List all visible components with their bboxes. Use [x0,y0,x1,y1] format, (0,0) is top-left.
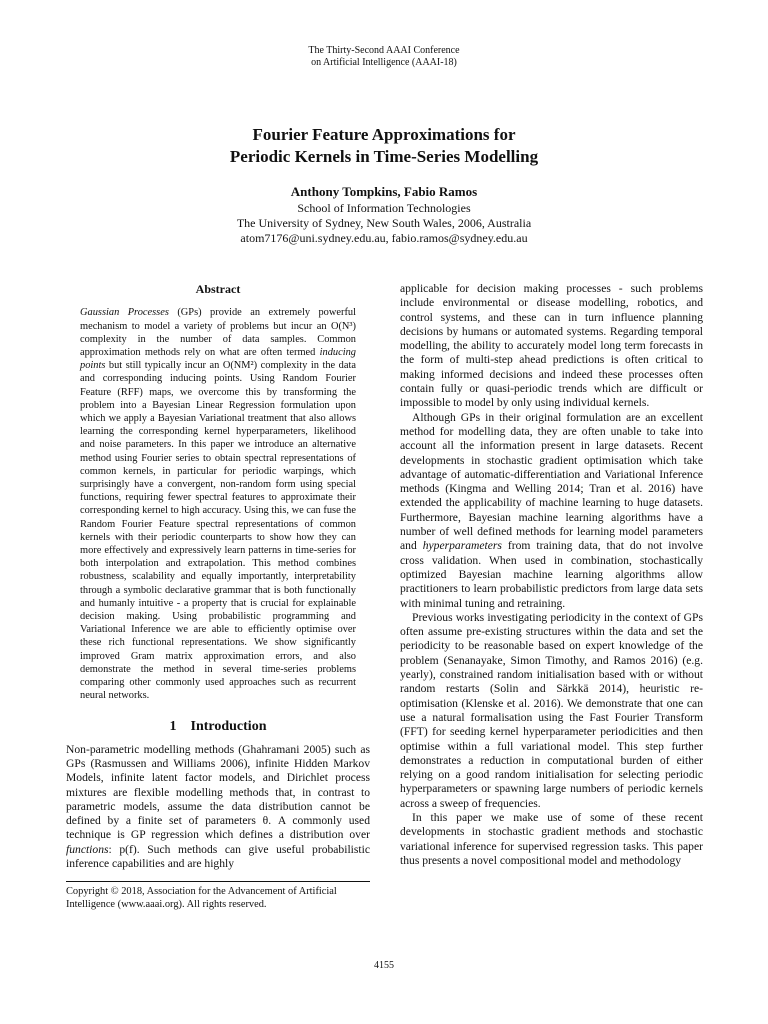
page-number: 4155 [374,960,394,971]
abstract-heading: Abstract [195,282,241,296]
abstract-text-2: but still typically incur an O(NM²) complexity in the data and corresponding inducing points. Using Random Fourier Feature (RFF) maps, we overcome this by transforming the problem into a Bayesian Linear Regression formulation upon which we apply a Bayesian Variational treatment that also allows learning the corresponding kernel hyperparameters, likelihood and noise parameters. In this paper we introduce an alternative method using Fourier series to obtain spectral representations of common kernels, in particular for periodic warpings, which surprisingly have a convergent, non-random form using special functions, requiring fewer spectral features to approximate their corresponding kernel to high accuracy. Using this, we can fuse the Random Fourier Feature spectral representations of common kernels with their periodic counterparts to show how they can more effectively and expressively learn patterns in time-series for both interpolation and extrapolation. This method combines robustness, scalability and equally importantly, interpretability through a symbolic declarative grammar that is both functionally and humanly intuitive - a property that is crucial for explainable decision making. Using probabilistic programming and Variational Inference we are able to efficiently optimise over these rich functional representations. We show significantly improved Gram matrix approximation errors, and also demonstrate the method in several time-series problems comparing other commonly used approaches such as recurrent neural networks. [80,360,356,702]
affiliation-line-1: School of Information Technologies [297,201,471,215]
affiliation [0,201,768,246]
right-paragraph-4: In this paper we make use of some of these recent developments in stochastic gradient methods and stochastic variational inference for supervised regression tasks. This paper thus presents a novel compositional model and methodology [400,810,703,867]
footnote-line-1: Copyright © 2018, Association for the Advancement of Artificial [66,886,337,897]
right-paragraph-3: Previous works investigating periodicity in the context of GPs often assume pre-existing structures within the data and set the periodicity to be reasonable based on expert knowledge of the problem (Senanayake, Simon Timothy, and Ramos 2016) (e.g. yearly), constrained random initialisation based with or without random restarts (Solin and Särkkä 2014), heuristic re-optimisation (Klenske et al. 2016). We demonstrate that one can use a natural formalisation using the Fast Fourier Transform (FFT) for seeding kernel hyperparameter periodicities and then optimise within a full variational model. This step further demonstrates a reduction in computational burden of either relying on a good random initialisation for selecting periodic hyperparameters or spawning large numbers of periodic kernels across a sweep of frequencies. [400,610,703,810]
abstract-body [80,306,356,702]
conference-header [0,45,768,69]
affiliation-emails: atom7176@uni.sydney.edu.au, fabio.ramos@sydney.edu.au [240,231,528,245]
copyright-footnote [66,881,370,911]
section-title: Introduction [190,719,267,735]
authors: Anthony Tompkins, Fabio Ramos [290,184,478,199]
affiliation-line-2: The University of Sydney, New South Wales, 2006, Australia [236,216,532,230]
section-number: 1 [169,719,177,735]
right-paragraph-1: applicable for decision making processes - such problems include environmental or disease modelling, robotics, and control systems, and these can in turn influence planning decisions by humans or automated systems. Regarding temporal modelling, the ability to accurately model long term forecasts in the form of multi-step ahead predictions is often critical to making informed decisions and indeed these processes often contain fully or quasi-periodic trends which are difficult or impossible to model by only using individual kernels. [400,282,703,410]
right-paragraph-2: Although GPs in their original formulation are an excellent method for modelling data, they are often unable to take into account all the information present in large datasets. Recent developments in stochastic gradient optimisation which take advantage of automatic-differentiation and Variational Inference methods (Kingma and Welling 2014; Tran et al. 2016) have extended the applicability of machine learning to huge datasets. Furthermore, Bayesian machine learning algorithms have a number of well defined methods for learning model parameters and hyperparameters from training data, that do not involve cross validation. When used in combination, stochastically optimized Bayesian machine learning algorithms allow practitioners to learn probabilistic predictors from large data sets with minimal tuning and retraining. [400,410,703,610]
left-column [66,282,370,871]
abstract-term-inducing: inducing points [80,346,356,372]
paper-title [0,124,768,168]
conference-line-2: on Artificial Intelligence (AAAI-18) [311,57,457,68]
title-line-1: Fourier Feature Approximations for [252,125,516,144]
right-column [400,282,703,868]
conference-line-1: The Thirty-Second AAAI Conference [308,45,460,56]
footnote-line-2: Intelligence (www.aaai.org). All rights reserved. [66,899,267,910]
title-line-2: Periodic Kernels in Time-Series Modelling [229,147,539,166]
abstract-text-1: (GPs) provide an extremely powerful mechanism to model a variety of problems but incur an O(N³) complexity in the number of data samples. Common approximation methods rely on what are often termed [80,307,356,358]
intro-paragraph-1: Non-parametric modelling methods (Ghahramani 2005) such as GPs (Rasmussen and Williams 2006), infinite Hidden Markov Models, infinite latent factor models, and Dirichlet process mixtures are flexible modelling methods that, in contrast to parametric models, assume the data distribution cannot be defined by a finite set of parameters θ. A commonly used technique is GP regression which defines a distribution over functions: p(f). Such methods can give useful probabilistic inference capabilities and are highly [66,742,370,871]
abstract-term-gp: Gaussian Processes [80,307,169,319]
section-heading-introduction [66,720,370,734]
